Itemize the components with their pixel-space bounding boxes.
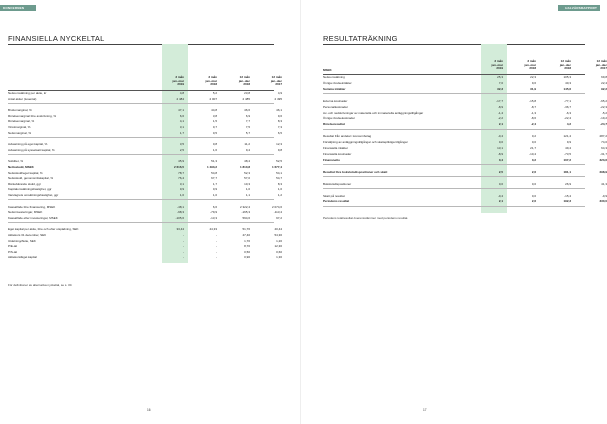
column-header-line: 2018 <box>529 66 536 71</box>
cell-value: 2,1 <box>498 122 503 127</box>
cell-value: 3,8 <box>212 113 217 118</box>
row-label: Nettoskuld/eget kapital, % <box>8 170 43 175</box>
cell-value: 40,44 <box>274 227 282 232</box>
column-header-line: jan–mar <box>205 78 217 83</box>
cell-value: 10,3 <box>244 181 250 186</box>
cell-value: -2,4 <box>530 122 536 127</box>
cell-value: 2,1 <box>498 199 503 204</box>
cell-value: -1,4 <box>497 110 503 115</box>
page-number: 16 <box>147 408 151 412</box>
cell-value: - <box>183 233 184 237</box>
cell-value: -31,7 <box>600 151 607 156</box>
row-label: Bokslutsdispositioner <box>323 181 352 186</box>
table-row <box>8 130 282 136</box>
cell-value: -19,2 <box>600 116 607 121</box>
cell-value: 8,70 <box>244 244 250 249</box>
cell-value: 1,30 <box>276 255 282 260</box>
cell-value: 145,6 <box>563 86 571 91</box>
cell-value: 54,30 <box>274 233 282 237</box>
page-title: RESULTATRÄKNING <box>323 34 398 43</box>
cell-value: 1,0 <box>245 187 250 192</box>
row-label: Avkastning på eget kapital, % <box>8 142 48 147</box>
cell-value: -13,3 <box>210 215 217 220</box>
cell-value: 105,3 <box>563 75 571 79</box>
table-row <box>8 233 282 238</box>
cell-value: 0,0 <box>531 181 536 186</box>
cell-value: -2,2 <box>497 116 503 121</box>
cell-value: -9,9 <box>601 193 607 198</box>
cell-value: 0,7 <box>212 125 217 129</box>
cell-value: 3,5 <box>179 142 184 147</box>
table-row <box>8 113 282 119</box>
cell-value: -79,9 <box>210 210 217 215</box>
table-row <box>323 98 607 104</box>
cell-value: 1,7 <box>212 181 217 186</box>
row-label: Soliditet, % <box>8 159 24 164</box>
page-title: FINANSIELLA NYCKELTAL <box>8 34 105 43</box>
row-label: Eget kapital per aktie, före och efter utspädning, SEK <box>8 227 79 232</box>
cell-value: 2,5 <box>179 147 184 152</box>
cell-value: 13,1 <box>497 146 503 150</box>
cell-value: 1,0 <box>277 187 282 192</box>
cell-value: 2 495 <box>274 96 282 101</box>
cell-value: -105,6 <box>175 215 184 220</box>
cell-value: 107,2 <box>563 157 571 162</box>
table-row <box>8 176 282 181</box>
row-label: Summa intäkter <box>323 86 346 91</box>
column-header-line: 12 mån <box>560 59 571 63</box>
column-header-line: 12 mån <box>239 75 250 79</box>
cell-value: -36,7 <box>564 104 571 109</box>
cell-value: 92,2 <box>601 86 607 91</box>
cell-value: 0,50 <box>244 249 250 254</box>
cell-value: 4,8 <box>179 91 184 95</box>
table-row <box>8 91 282 96</box>
cell-value: 2,6 <box>531 169 536 174</box>
cell-value: 1,6 <box>212 147 217 152</box>
cell-value: 46,1 <box>276 108 282 113</box>
cell-value: 181,1 <box>563 169 571 174</box>
table-row <box>323 122 607 127</box>
table-row <box>8 215 282 221</box>
column-header-line: 2018 <box>564 66 571 71</box>
cell-value: 9,4 <box>245 147 250 152</box>
column-header-line: 2019 <box>496 66 503 71</box>
cell-value: -8,6 <box>530 116 536 121</box>
cell-value: 4,9 <box>277 91 282 95</box>
cell-value: -98,3 <box>177 210 184 215</box>
row-label: Nettoskuld, MSEK <box>8 165 34 169</box>
cell-value: 1,5 <box>212 119 217 124</box>
cell-value: 4,2 <box>566 122 571 127</box>
cell-value: 97,2 <box>276 215 282 220</box>
table-row <box>8 238 282 244</box>
row-label: Kapitalomsättningshastighet, ggr <box>8 187 52 192</box>
cell-value: -24,7 <box>600 122 607 127</box>
cell-value: 0,5 <box>212 130 217 135</box>
cell-value: 49,4 <box>565 146 571 150</box>
cell-value: 2 007 <box>209 96 217 101</box>
cell-value: 330,0 <box>599 199 607 204</box>
cell-value: 7,0 <box>498 80 503 85</box>
table-row <box>8 108 282 113</box>
cell-value: - <box>183 255 184 260</box>
cell-value: 0,2 <box>531 134 536 139</box>
cell-value: 5,2 <box>212 91 217 95</box>
row-label: Finansiella kostnader <box>323 151 352 156</box>
cell-value: -1,3 <box>530 110 536 115</box>
cell-value: 21,7 <box>530 146 536 150</box>
row-label: Kassaflöde efter investeringar, MSEK <box>8 215 58 220</box>
table-row <box>8 210 282 215</box>
cell-value: 40,3 <box>565 80 571 85</box>
table-row <box>323 151 607 157</box>
cell-value: 48,4 <box>244 159 250 164</box>
cell-value: 1,70 <box>244 238 250 243</box>
cell-value: 5,7 <box>245 130 250 135</box>
table-row <box>8 159 282 164</box>
cell-value: 121,4 <box>563 134 571 139</box>
column-header-line: 3 mån <box>527 59 536 63</box>
cell-value: 2,6 <box>531 199 536 204</box>
cell-value: 3,1 <box>179 125 184 129</box>
cell-value: 46,6 <box>244 108 250 113</box>
row-label: Rörelsemarginal före avskrivning, % <box>8 113 57 118</box>
column-header-line: 3 mån <box>208 75 217 79</box>
cell-value: 33,44 <box>176 227 184 232</box>
cell-value: - <box>183 249 184 254</box>
row-label: Nettoomsättning <box>323 75 345 79</box>
row-label: Externa kostnader <box>323 98 348 103</box>
table-row <box>323 181 607 187</box>
cell-value: 2 485 <box>242 96 250 101</box>
cell-value: -65,2 <box>600 98 607 103</box>
unit-label: MSEK <box>323 68 332 72</box>
cell-value: 52,3 <box>244 170 250 175</box>
row-label: Nettomarginal, % <box>8 130 32 135</box>
section-tab: KONCERNEN <box>0 5 36 11</box>
cell-value: 44,33 <box>209 227 217 232</box>
cell-value: 12,3 <box>276 142 282 147</box>
cell-value: 2,5 <box>498 169 503 174</box>
table-row <box>8 125 282 130</box>
cell-value: -0,4 <box>497 134 503 139</box>
cell-value: 8,3 <box>277 119 282 124</box>
cell-value: -77,1 <box>564 98 571 103</box>
cell-value: 323,6 <box>599 157 607 162</box>
cell-value: 192,3 <box>563 199 571 204</box>
row-label: Resultat före bokslutsdispositioner och skatt <box>323 169 388 174</box>
row-label: Nettoomsättning per aktie, kr <box>8 91 47 95</box>
column-header <box>222 76 250 87</box>
cell-value: 54,7 <box>276 176 282 181</box>
cell-value: -15,8 <box>529 98 536 103</box>
row-label: Försäljning av anläggningstillgångar och skattepliktiga tillgångar <box>323 140 408 145</box>
cell-value: 4,1 <box>179 119 184 124</box>
column-header-line: jan–dec <box>238 78 250 83</box>
cell-value: 32,3 <box>497 86 503 91</box>
cell-value: 1,2 <box>277 193 282 197</box>
cell-value: 22,4 <box>601 80 607 85</box>
table-row <box>8 193 282 198</box>
cell-value: 0,0 <box>498 181 503 186</box>
cell-value: - <box>216 238 217 243</box>
cell-value: 11,2 <box>244 142 250 147</box>
title-rule <box>323 44 585 45</box>
column-header <box>156 76 184 87</box>
cell-value: -6,3 <box>565 110 571 115</box>
cell-value: -10,4 <box>529 151 536 156</box>
cell-value: 0,8 <box>212 142 217 147</box>
cell-value: 9,6 <box>531 80 536 85</box>
cell-value: 0,9 <box>179 187 184 192</box>
table-row <box>8 165 282 170</box>
cell-value: 1,7 <box>179 130 184 135</box>
column-header-line: 2017 <box>275 82 282 87</box>
row-label: P/E-tal <box>8 244 18 249</box>
cell-value: 12,30 <box>274 244 282 249</box>
cell-value: -165,3 <box>241 210 250 215</box>
cell-value: 0,4 <box>498 157 503 162</box>
cell-value: -5,2 <box>601 110 607 115</box>
table-row <box>8 142 282 147</box>
cell-value: 0,0 <box>531 193 536 198</box>
cell-value: -17,7 <box>496 98 503 103</box>
cell-value: 26,9 <box>565 181 571 186</box>
row-label: Aktiekurs 31 december, SEK <box>8 233 47 237</box>
cell-value: 1,20 <box>276 238 282 243</box>
column-header-line: jan–dec <box>270 78 282 83</box>
table-row <box>8 227 282 232</box>
cell-value: -8,9 <box>497 104 503 109</box>
table-row <box>8 249 282 255</box>
cell-value: 9,9 <box>566 140 571 145</box>
cell-value: 69,8 <box>601 75 607 79</box>
cell-value: 23,8 <box>244 91 250 95</box>
column-header-line: 2017 <box>600 66 607 71</box>
cell-value: - <box>216 244 217 249</box>
column-header-line: jan–mar <box>524 62 536 67</box>
cell-value: 1,0 <box>212 193 217 197</box>
right-page <box>300 0 607 424</box>
table-row <box>323 140 607 145</box>
table-row <box>8 181 282 187</box>
cell-value: -8,7 <box>530 104 536 109</box>
column-header-line: 3 mån <box>494 59 503 63</box>
cell-value: 54,1 <box>276 170 282 175</box>
column-header-line: 2018 <box>210 82 217 87</box>
cell-value: 54,8 <box>211 170 217 175</box>
table-row <box>323 199 607 204</box>
cell-value: 2 074,6 <box>271 204 282 209</box>
row-label: Övriga rörelsekostnader <box>323 116 356 121</box>
cell-value: 76,4 <box>178 176 184 181</box>
row-label: Nettoinvesteringar, MSEK <box>8 210 43 215</box>
row-label: Övriga rörelseintäkter <box>323 80 352 85</box>
cell-value: - <box>216 233 217 237</box>
cell-value: 0,90 <box>244 255 250 260</box>
table-row <box>8 96 282 102</box>
cell-value: 78,7 <box>178 170 184 175</box>
cell-value: 31,9 <box>530 86 536 91</box>
cell-value: -0,4 <box>497 193 503 198</box>
column-header-line: jan–mar <box>491 62 503 67</box>
cell-value: 1 810,8 <box>239 165 250 169</box>
table-row <box>8 255 282 260</box>
cell-value: 298,9 <box>599 169 607 174</box>
row-label: Varulagrets omsättningshastighet, ggr <box>8 193 59 197</box>
cell-value: -48,1 <box>177 204 184 209</box>
cell-value: 3,1 <box>179 181 184 186</box>
cell-value: -22,4 <box>564 116 571 121</box>
row-label: Vinstmarginal, % <box>8 125 31 129</box>
cell-value: 1 677,4 <box>271 165 282 169</box>
cell-value: 7,3 <box>277 125 282 129</box>
cell-value: 1,0 <box>179 193 184 197</box>
cell-value: 287,2 <box>599 134 607 139</box>
cell-value: 6,9 <box>245 113 250 118</box>
page-number: 17 <box>423 408 427 412</box>
cell-value: - <box>183 238 184 243</box>
table-row <box>323 80 607 86</box>
row-label: Räntebärande skuld, ggr <box>8 181 41 186</box>
cell-value: 0,2 <box>531 157 536 162</box>
cell-value: 25,3 <box>497 75 503 79</box>
row-label: Avkastning på sysselsatt kapital, % <box>8 147 55 152</box>
cell-value: -15,4 <box>564 193 571 198</box>
cell-value: 1 493,2 <box>206 165 217 169</box>
row-label: Antal aktier (tusental) <box>8 96 37 101</box>
row-label: Skatt på resultat <box>323 193 345 198</box>
cell-value: 9,8 <box>277 147 282 152</box>
column-header-line: 2019 <box>177 82 184 87</box>
column-header-line: 12 mån <box>271 75 282 79</box>
section-tab: HALVÅRSRAPPORT <box>558 5 600 11</box>
table-row <box>8 244 282 249</box>
cell-value: 594,6 <box>242 215 250 220</box>
cell-value: - <box>216 249 217 254</box>
cell-value: - <box>216 255 217 260</box>
cell-value: - <box>183 244 184 249</box>
cell-value: -113,4 <box>273 210 282 215</box>
cell-value: -22,3 <box>600 104 607 109</box>
cell-value: -73,5 <box>564 151 571 156</box>
left-page <box>0 0 300 424</box>
footnote: För definitioner av alternativa nyckeltal, se s. 30. <box>8 283 73 287</box>
cell-value: 47,1 <box>178 108 184 113</box>
cell-value: 47,40 <box>242 233 250 237</box>
cell-value: 0,60 <box>276 249 282 254</box>
cell-value: 22,3 <box>530 75 536 79</box>
footnote: Periodens totalresultat överensstämmer med periodens resultat. <box>323 216 409 221</box>
table-row <box>8 187 282 192</box>
cell-value: 8,3 <box>277 181 282 186</box>
cell-value: 74,0 <box>601 140 607 145</box>
row-label: Av- och nedskrivningar av materiella och immateriella anläggningstillgångar <box>323 110 424 115</box>
cell-value: 0,0 <box>531 140 536 145</box>
title-rule <box>8 44 274 45</box>
cell-value: 6,6 <box>212 204 217 209</box>
table-row <box>323 104 607 110</box>
cell-value: 0,9 <box>212 187 217 192</box>
cell-value: 2 484 <box>176 96 184 101</box>
column-header <box>189 76 217 87</box>
table-row <box>323 86 607 92</box>
table-row <box>323 193 607 199</box>
table-row <box>8 147 282 153</box>
table-row <box>8 119 282 124</box>
cell-value: 2 616,5 <box>173 165 184 169</box>
cell-value: 41,3 <box>601 181 607 186</box>
cell-value: 7,7 <box>245 119 250 124</box>
cell-value: 7,5 <box>245 125 250 129</box>
cell-value: 6,5 <box>277 130 282 135</box>
cell-value: 44,8 <box>211 108 217 113</box>
cell-value: 51,3 <box>211 159 217 164</box>
column-header-line: 12 mån <box>596 59 607 63</box>
table-row <box>8 170 282 176</box>
cell-value: -8,9 <box>497 151 503 156</box>
row-label: Finansiella intäkter <box>323 146 349 150</box>
row-label: Periodens resultat <box>323 199 350 204</box>
row-label: Rörelseresultat <box>323 122 345 127</box>
table-row <box>323 116 607 121</box>
column-header <box>254 76 282 87</box>
table-row <box>323 157 607 163</box>
row-label: Resultat från andelar i koncernbolag <box>323 134 372 139</box>
cell-value: 57,0 <box>244 176 250 181</box>
table-row <box>323 110 607 116</box>
cell-value: 45,9 <box>178 159 184 164</box>
table-row <box>323 75 607 80</box>
row-label: Utdelning/Aktie, SEK <box>8 238 36 243</box>
cell-value: 52,5 <box>276 159 282 164</box>
cell-value: 6,6 <box>179 113 184 118</box>
column-header-line: jan–mar <box>172 78 184 83</box>
column-header-line: 3 mån <box>175 75 184 79</box>
row-label: Bruttomarginal, % <box>8 108 32 113</box>
table-row <box>8 204 282 210</box>
cell-value: 64,3 <box>601 146 607 150</box>
cell-value: 67,7 <box>211 176 217 181</box>
cell-value: 51,76 <box>242 227 250 232</box>
cell-value: 0,0 <box>498 140 503 145</box>
row-label: Personalkostnader <box>323 104 349 109</box>
row-label: Kassaflöde före finansiering, MSEK <box>8 204 56 209</box>
row-label: P/S-tal <box>8 249 18 254</box>
row-label: Finansnetto <box>323 157 340 162</box>
row-label: Aktiekurs/Eget kapital <box>8 255 37 260</box>
table-row <box>323 146 607 151</box>
column-header-line: 2018 <box>243 82 250 87</box>
row-label: Rörelsemarginal, % <box>8 119 35 124</box>
column-header-line: jan–dec <box>595 62 607 67</box>
cell-value: 1,1 <box>245 193 250 197</box>
cell-value: 2 322,4 <box>239 204 250 209</box>
row-label: Nettoskuld, genomsnittskapital, % <box>8 176 54 181</box>
table-row <box>323 134 607 139</box>
column-header-line: jan–dec <box>559 62 571 67</box>
table-row <box>323 169 607 175</box>
cell-value: 9,6 <box>277 113 282 118</box>
